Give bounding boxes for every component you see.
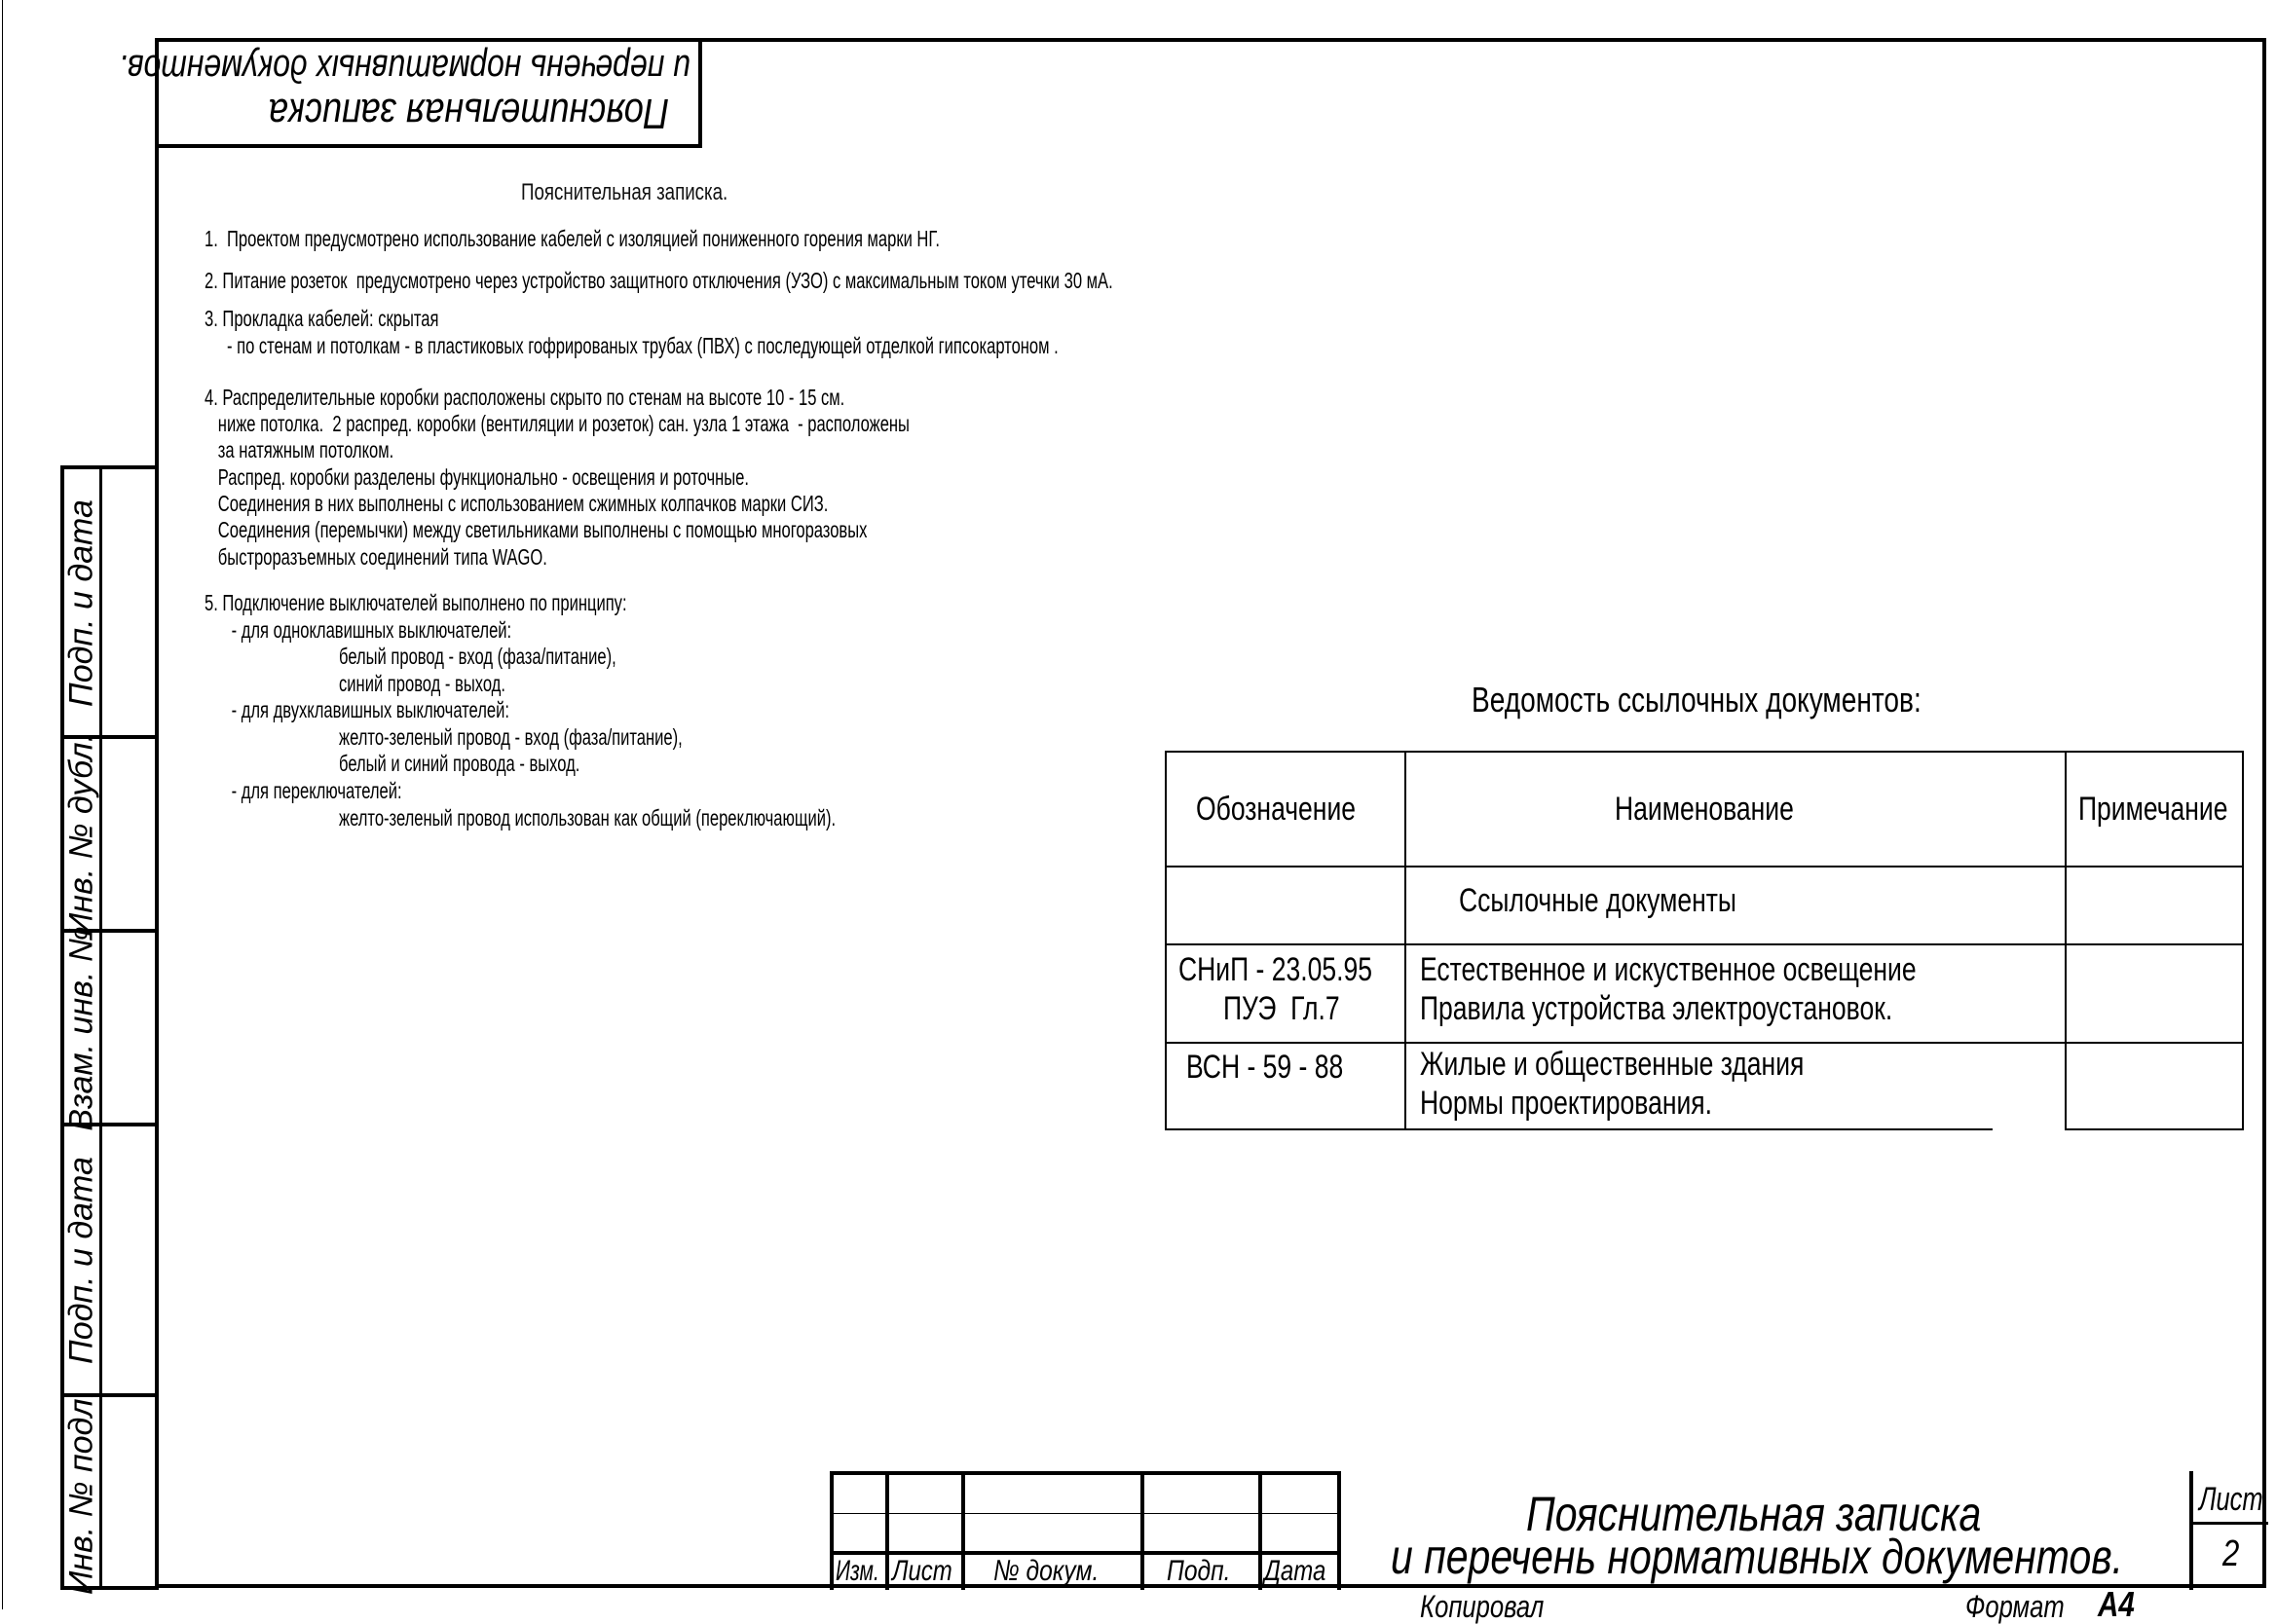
references-title: Ведомость ссылочных документов: [1472, 680, 1922, 720]
mirrored-title-line1: Пояснительная записка [268, 90, 669, 137]
note-line: Соединения в них выполнены с использованием сжимных колпачков марки СИЗ. [205, 491, 829, 516]
cell-name: Нормы проектирования. [1420, 1085, 1713, 1122]
note-line: за натяжным потолком. [205, 437, 394, 462]
title-block-col-label: Лист [892, 1555, 952, 1587]
note-line: 3. Прокладка кабелей: скрытая [205, 306, 439, 331]
note-line: Соединения (перемычки) между светильниками выполнены с помощью многоразовых [205, 517, 868, 542]
references-table [1165, 751, 2244, 1130]
title-block-col-label: Подп. [1167, 1555, 1231, 1587]
title-block-col-label: № докум. [993, 1555, 1100, 1587]
side-stamp-label: Подп. и дата [62, 499, 100, 707]
side-stamp-label: Подп. и дата [62, 1157, 100, 1364]
document-title-line2: и перечень нормативных документов. [1391, 1530, 2124, 1584]
note-heading: Пояснительная записка. [521, 179, 728, 205]
note-line: белый провод - вход (фаза/питание), [205, 644, 616, 669]
note-line: - для двухклавишных выключателей: [205, 697, 509, 722]
note-line: 1. Проектом предусмотрено использование кабелей с изоляцией пониженного горения марки НГ. [205, 226, 940, 251]
side-stamp-label: Инв. № дубл. [62, 732, 100, 938]
cell-name: Ссылочные документы [1459, 882, 1736, 919]
note-line: ниже потолка. 2 распред. коробки (вентиляции и розеток) сан. узла 1 этажа - расположены [205, 411, 910, 436]
format-value: А4 [2098, 1584, 2135, 1624]
cell-code: ВСН - 59 - 88 [1186, 1049, 1344, 1086]
copied-label: Копировал [1420, 1589, 1545, 1624]
note-line: синий провод - выход. [205, 671, 505, 696]
column-header: Наименование [1615, 791, 1794, 828]
column-header: Обозначение [1196, 791, 1357, 828]
page-edge-line [2, 0, 3, 1609]
title-block-col-label: Дата [1264, 1555, 1326, 1587]
note-line: - по стенам и потолкам - в пластиковых гофрированых трубах (ПВХ) с последующей отделкой гипсокартоном . [205, 333, 1059, 358]
side-stamp-label: Инв. № подл. [62, 1389, 100, 1595]
note-line: быстроразъемных соединений типа WAGO. [205, 544, 547, 570]
sheet-number: 2 [2222, 1533, 2240, 1574]
sheet-label: Лист [2199, 1481, 2263, 1518]
title-block-col-label: Изм. [836, 1555, 879, 1587]
document-title-line1: Пояснительная записка [1526, 1487, 1982, 1541]
cell-name: Естественное и искуственное освещение [1420, 951, 1917, 988]
note-line: - для одноклавишных выключателей: [205, 617, 512, 643]
note-line: Распред. коробки разделены функционально - освещения и роточные. [205, 464, 749, 490]
note-line: желто-зеленый провод - вход (фаза/питание), [205, 724, 683, 750]
format-label: Формат [1965, 1589, 2065, 1624]
cell-name: Правила устройства электроустановок. [1420, 990, 1893, 1027]
cell-name: Жилые и общественные здания [1420, 1046, 1805, 1083]
note-line: 2. Питание розеток предусмотрено через устройство защитного отключения (УЗО) с максимальным током утечки 30 мА. [205, 268, 1113, 293]
note-line: - для переключателей: [205, 778, 402, 803]
cell-code: ПУЭ Гл.7 [1223, 990, 1340, 1027]
mirrored-title-box [119, 38, 702, 148]
cell-code: СНиП - 23.05.95 [1178, 951, 1372, 988]
note-line: белый и синий провода - выход. [205, 751, 580, 776]
column-header: Примечание [2078, 791, 2228, 828]
note-line: 5. Подключение выключателей выполнено по принципу: [205, 590, 627, 615]
note-line: желто-зеленый провод использован как общий (переключающий). [205, 805, 837, 830]
note-line: 4. Распределительные коробки расположены скрыто по стенам на высоте 10 - 15 см. [205, 385, 845, 410]
mirrored-title-line2: и перечень нормативных документов. [119, 47, 690, 90]
side-stamp-label: Взам. инв. № [62, 926, 100, 1131]
title-block [830, 1471, 2268, 1590]
